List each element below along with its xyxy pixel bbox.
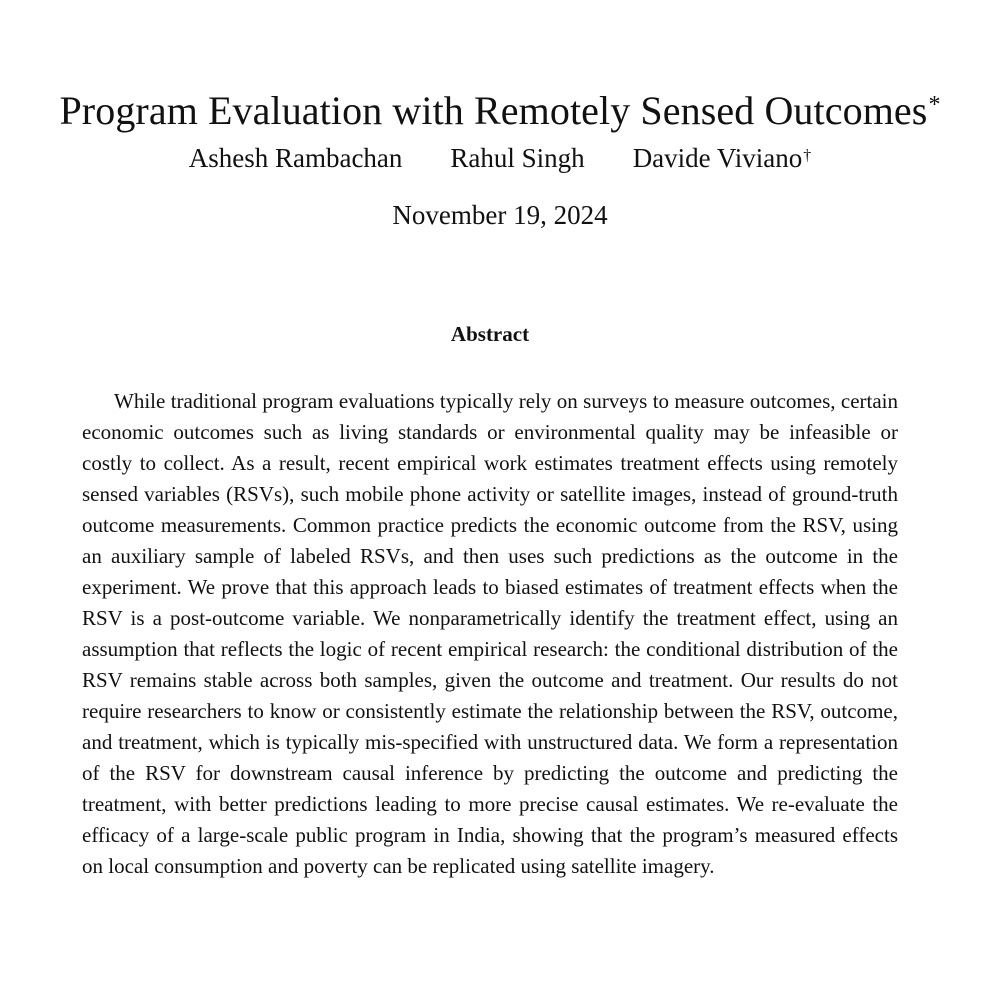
title-footnote-mark: * [928,91,941,118]
author-1 [189,140,403,176]
abstract-body: While traditional program evaluations typically rely on surveys to measure outcomes, certain economic outcomes such as living standards or environmental quality may be infeasible or costly to collect. As a result, recent empirical work estimates treatment effects using remotely sensed variables (RSVs), such mobile phone activity or satellite images, instead of ground-truth outcome measurements. Common practice predicts the economic outcome from the RSV, using an auxiliary sample of labeled RSVs, and then uses such predictions as the outcome in the experiment. We prove that this approach leads to biased estimates of treatment effects when the RSV is a post-outcome variable. We nonparametrically identify the treatment effect, using an assumption that reflects the logic of recent empirical research: the conditional distribution of the RSV remains stable across both samples, given the outcome and treatment. Our results do not require researchers to know or consistently estimate the relationship between the RSV, outcome, and treatment, which is typically mis-specified with unstructured data. We form a representation of the RSV for downstream causal inference by predicting the outcome and predicting the treatment, with better predictions leading to more precise causal estimates. We re-evaluate the efficacy of a large-scale public program in India, showing that the program’s measured effects on local consumption and poverty can be replicated using satellite imagery. [82,389,898,878]
author-name: Ashesh Rambachan [188,143,403,173]
author-3 [633,140,812,176]
paper-title-text: Program Evaluation with Remotely Sensed Outcomes [59,87,928,133]
abstract-heading: Abstract [450,322,530,346]
publication-date: November 19, 2024 [392,200,608,230]
author-list [0,140,1000,176]
author-name: Davide Viviano [632,143,803,173]
paper-title [0,85,1000,137]
author-footnote-mark: † [803,147,812,164]
author-name: Rahul Singh [450,143,585,173]
author-2 [450,140,584,176]
